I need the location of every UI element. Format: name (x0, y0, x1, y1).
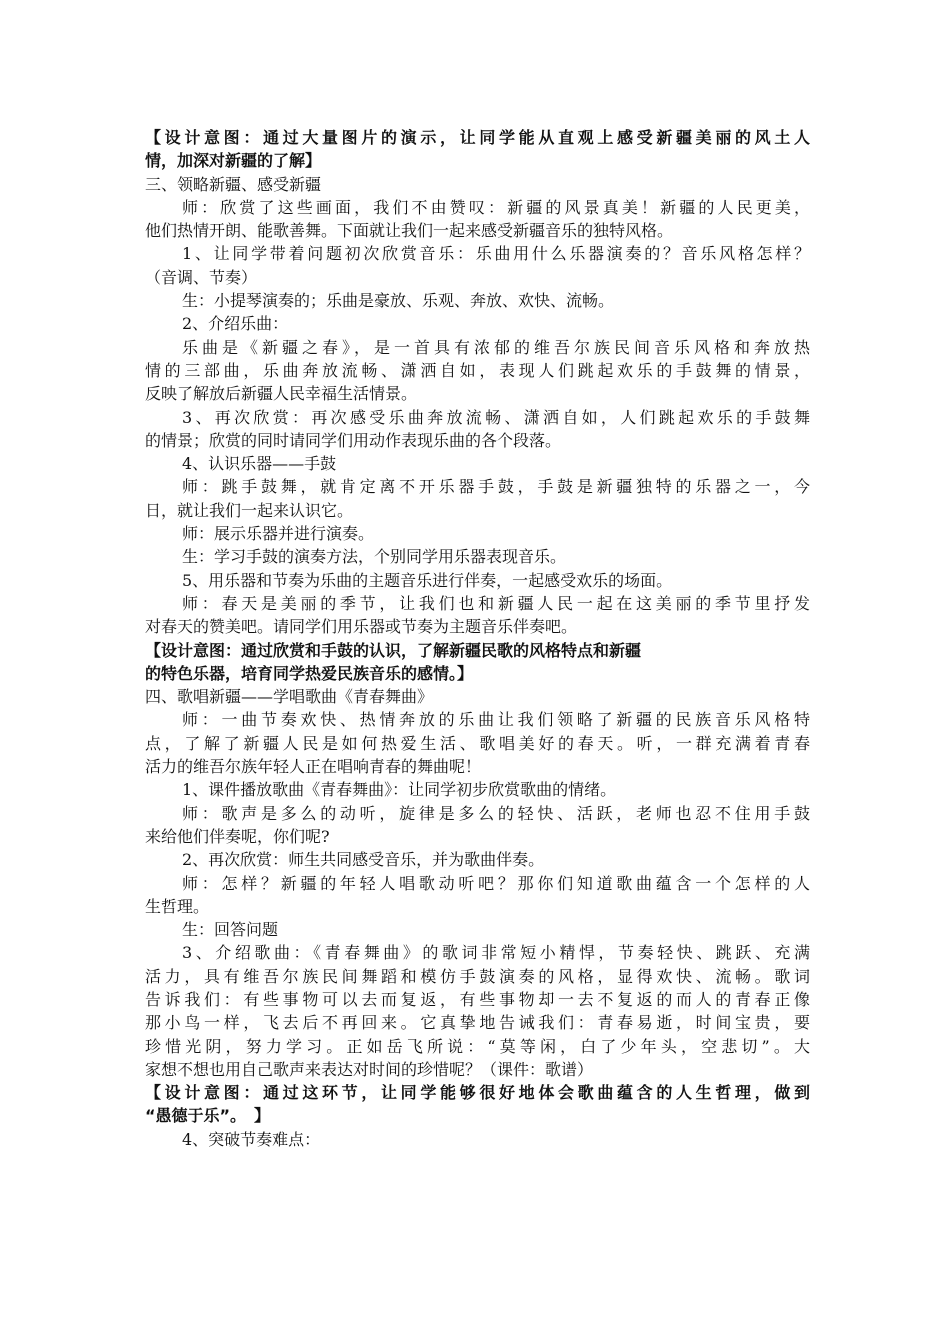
text-line: 师：歌声是多么的动听，旋律是多么的轻快、活跃，老师也忍不住用手鼓 (182, 803, 810, 823)
text-line: 3、再次欣赏：再次感受乐曲奔放流畅、潇洒自如，人们跳起欢乐的手鼓舞 (182, 407, 810, 427)
design-intent-line: 【设计意图：通过这环节，让同学能够很好地体会歌曲蕴含的人生哲理，做到 (145, 1083, 810, 1103)
text-line: 三、领略新疆、感受新疆 (145, 174, 322, 194)
text-line: 的情景；欣赏的同时请同学们用动作表现乐曲的各个段落。 (145, 430, 562, 450)
text-line: 来给他们伴奏呢，你们呢? (145, 826, 330, 846)
text-line: 他们热情开朗、能歌善舞。下面就让我们一起来感受新疆音乐的独特风格。 (145, 221, 674, 241)
text-line: 4、认识乐器——手鼓 (182, 454, 337, 474)
text-line: 2、再次欣赏：师生共同感受音乐，并为歌曲伴奏。 (182, 850, 545, 870)
text-line: 4、突破节奏难点： (182, 1129, 321, 1149)
text-line: 师：春天是美丽的季节，让我们也和新疆人民一起在这美丽的季节里抒发 (182, 593, 810, 613)
text-line: 生：学习手鼓的演奏方法，个别同学用乐器表现音乐。 (182, 547, 567, 567)
text-line: 反映了解放后新疆人民幸福生活情景。 (145, 384, 418, 404)
text-line: 师：跳手鼓舞，就肯定离不开乐器手鼓，手鼓是新疆独特的乐器之一，今 (182, 477, 810, 497)
text-line: 珍惜光阴，努力学习。正如岳飞所说：“莫等闲，白了少年头，空悲切”。大 (145, 1036, 810, 1056)
text-line: 点，了解了新疆人民是如何热爱生活、歌唱美好的春天。听，一群充满着青春 (145, 733, 810, 753)
text-line: 5、用乐器和节奏为乐曲的主题音乐进行伴奏，一起感受欢乐的场面。 (182, 570, 673, 590)
text-line: 生：回答问题 (182, 920, 279, 940)
text-line: 师：欣赏了这些画面，我们不由赞叹：新疆的风景真美！新疆的人民更美， (182, 197, 810, 217)
text-line: 四、歌唱新疆——学唱歌曲《青春舞曲》 (145, 687, 434, 707)
text-line: 情的三部曲，乐曲奔放流畅、潇洒自如，表现人们跳起欢乐的手鼓舞的情景， (145, 360, 810, 380)
text-line: 3、介绍歌曲：《青春舞曲》的歌词非常短小精悍，节奏轻快、跳跃、充满 (182, 943, 810, 963)
text-line: 师：展示乐器并进行演奏。 (182, 524, 375, 544)
text-line: 生：小提琴演奏的；乐曲是豪放、乐观、奔放、欢快、流畅。 (182, 291, 615, 311)
text-line: 2、介绍乐曲： (182, 314, 289, 334)
text-line: 师：怎样？新疆的年轻人唱歌动听吧？那你们知道歌曲蕴含一个怎样的人 (182, 873, 810, 893)
text-line: （音调、节奏） (145, 267, 258, 287)
text-line: 那小鸟一样，飞去后不再回来。它真挚地告诫我们：青春易逝，时间宝贵，要 (145, 1013, 810, 1033)
design-intent-line: “愚德于乐”。 】 (145, 1106, 271, 1126)
text-line: 对春天的赞美吧。请同学们用乐器或节奏为主题音乐伴奏吧。 (145, 617, 578, 637)
design-intent-line: 情，加深对新疆的了解】 (145, 151, 322, 171)
design-intent-line: 的特色乐器，培育同学热爱民族音乐的感情。】 (145, 663, 474, 683)
design-intent-line: 【设计意图：通过欣赏和手鼓的认识，了解新疆民歌的风格特点和新疆 (145, 640, 642, 660)
text-line: 家想不想也用自己歌声来表达对时间的珍惜呢？（课件：歌谱） (145, 1059, 594, 1079)
document-body (145, 126, 810, 1151)
text-line: 生哲理。 (145, 896, 210, 916)
text-line: 活力，具有维吾尔族民间舞蹈和模仿手鼓演奏的风格，显得欢快、流畅。歌词 (145, 966, 810, 986)
text-line: 1、课件播放歌曲《青春舞曲》：让同学初步欣赏歌曲的情绪。 (182, 780, 617, 800)
text-line: 1、让同学带着问题初次欣赏音乐：乐曲用什么乐器演奏的？音乐风格怎样？ (182, 244, 810, 264)
text-line: 乐曲是《新疆之春》，是一首具有浓郁的维吾尔族民间音乐风格和奔放热 (182, 337, 810, 357)
text-line: 师：一曲节奏欢快、热情奔放的乐曲让我们领略了新疆的民族音乐风格特 (182, 710, 810, 730)
design-intent-line: 【设计意图：通过大量图片的演示，让同学能从直观上感受新疆美丽的风土人 (145, 128, 810, 147)
text-line: 日，就让我们一起来认识它。 (145, 500, 354, 520)
text-line: 活力的维吾尔族年轻人正在唱响青春的舞曲呢！ (145, 757, 482, 777)
text-line: 告诉我们：有些事物可以去而复返，有些事物却一去不复返的而人的青春正像 (145, 989, 810, 1009)
